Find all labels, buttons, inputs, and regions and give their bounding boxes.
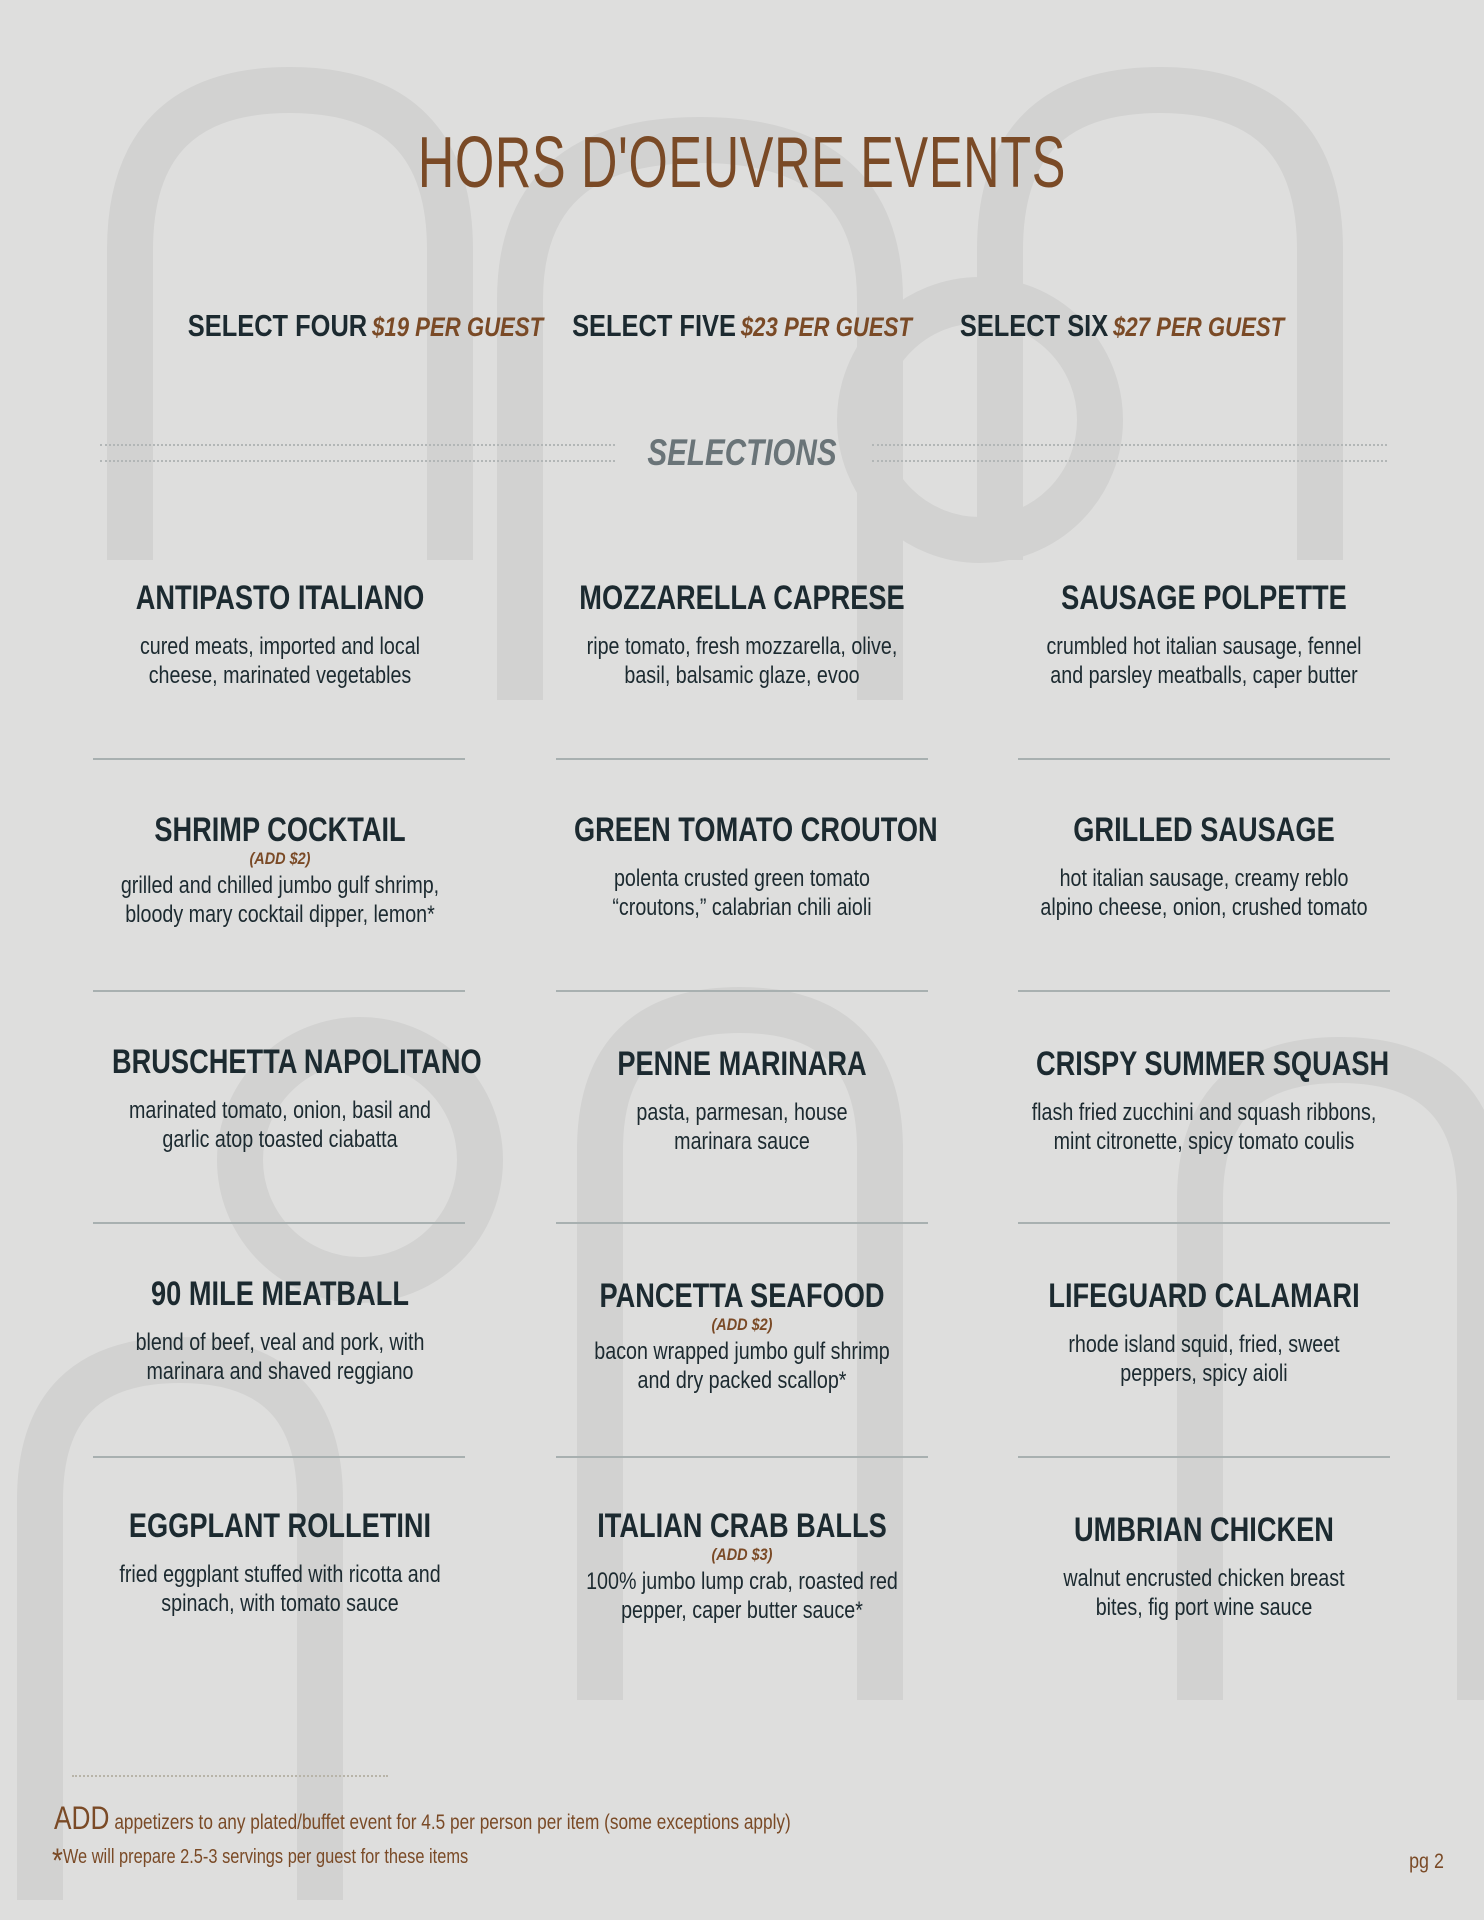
- menu-item: [70, 1274, 490, 1386]
- page-number: pg 2: [1409, 1850, 1444, 1873]
- item-description: [1015, 864, 1392, 922]
- tier-label: SELECT SIX: [959, 308, 1109, 343]
- tier-label: SELECT FIVE: [572, 308, 736, 343]
- row-divider: [1018, 990, 1390, 992]
- menu-item: [532, 1506, 952, 1625]
- item-description-line: walnut encrusted chicken breast: [1063, 1565, 1345, 1592]
- item-description: [1015, 1330, 1392, 1388]
- footer-add-note: [54, 1800, 791, 1837]
- item-description-line: cured meats, imported and local: [139, 633, 421, 660]
- item-surcharge: (ADD $2): [711, 1315, 773, 1334]
- item-description-line: marinara sauce: [674, 1128, 810, 1155]
- menu-item: [532, 1276, 952, 1395]
- item-name: PENNE MARINARA: [617, 1045, 867, 1083]
- selections-header: [0, 430, 1484, 480]
- tier-price: $23 PER GUEST: [740, 312, 912, 342]
- item-description: [1015, 1098, 1392, 1156]
- footer-servings-note: [52, 1842, 469, 1880]
- menu-item: [994, 1276, 1414, 1388]
- item-description-line: alpino cheese, onion, crushed tomato: [1040, 894, 1368, 921]
- menu-item: [70, 1506, 490, 1618]
- row-divider: [556, 758, 928, 760]
- item-description: [91, 1560, 468, 1618]
- menu-item: [994, 1510, 1414, 1622]
- item-description: [1015, 1564, 1392, 1622]
- item-description: [553, 632, 930, 690]
- footer-note-text: We will prepare 2.5-3 servings per guest for these items: [62, 1846, 469, 1868]
- item-description-line: hot italian sausage, creamy reblo: [1059, 865, 1349, 892]
- item-description-line: and parsley meatballs, caper butter: [1050, 662, 1358, 689]
- item-description: [553, 1337, 930, 1395]
- tier-price: $27 PER GUEST: [1113, 312, 1285, 342]
- row-divider: [556, 1222, 928, 1224]
- footer-asterisk: *: [52, 1842, 63, 1880]
- menu-item: [994, 810, 1414, 922]
- item-name: CRISPY SUMMER SQUASH: [1036, 1045, 1390, 1083]
- item-name: MOZZARELLA CAPRESE: [579, 579, 905, 617]
- divider-dots-right: [872, 444, 1387, 462]
- menu-item: [532, 810, 952, 922]
- item-description: [553, 1567, 930, 1625]
- item-description: [91, 1096, 468, 1154]
- item-name: GRILLED SAUSAGE: [1073, 811, 1335, 849]
- item-name: SAUSAGE POLPETTE: [1061, 579, 1347, 617]
- section-label: SELECTIONS: [647, 432, 837, 473]
- row-divider: [93, 990, 465, 992]
- pricing-tier-four: [187, 308, 544, 344]
- menu-item: [532, 578, 952, 690]
- item-description: [91, 1328, 468, 1386]
- item-description-line: bacon wrapped jumbo gulf shrimp: [594, 1338, 890, 1365]
- row-divider: [556, 990, 928, 992]
- item-description-line: blend of beef, veal and pork, with: [135, 1329, 425, 1356]
- item-name: PANCETTA SEAFOOD: [599, 1277, 885, 1315]
- footer-add-text: appetizers to any plated/buffet event for 4.5 per person per item (some exceptions apply): [114, 1811, 791, 1834]
- item-description-line: 100% jumbo lump crab, roasted red: [586, 1568, 898, 1595]
- item-name: 90 MILE MEATBALL: [151, 1275, 409, 1313]
- item-name: LIFEGUARD CALAMARI: [1048, 1277, 1360, 1315]
- row-divider: [556, 1456, 928, 1458]
- menu-item: [532, 1044, 952, 1156]
- item-description-line: fried eggplant stuffed with ricotta and: [119, 1561, 441, 1588]
- row-divider: [1018, 758, 1390, 760]
- row-divider: [1018, 1456, 1390, 1458]
- item-description-line: mint citronette, spicy tomato coulis: [1053, 1128, 1355, 1155]
- item-name: EGGPLANT ROLLETINI: [128, 1507, 432, 1545]
- tier-label: SELECT FOUR: [187, 308, 368, 343]
- item-name: UMBRIAN CHICKEN: [1074, 1511, 1334, 1549]
- menu-item: [70, 578, 490, 690]
- item-surcharge: (ADD $2): [249, 849, 311, 868]
- row-divider: [93, 1222, 465, 1224]
- footer-divider: [72, 1775, 388, 1777]
- row-divider: [93, 1456, 465, 1458]
- footer-add-word: ADD: [54, 1800, 110, 1836]
- menu-item: [70, 810, 490, 929]
- item-description-line: marinated tomato, onion, basil and: [129, 1097, 431, 1124]
- row-divider: [93, 758, 465, 760]
- item-name: SHRIMP COCKTAIL: [154, 811, 406, 849]
- page-title: HORS D'OEUVRE EVENTS: [417, 123, 1067, 203]
- item-description-line: spinach, with tomato sauce: [161, 1590, 399, 1617]
- item-description-line: flash fried zucchini and squash ribbons,: [1031, 1099, 1377, 1126]
- item-name: GREEN TOMATO CROUTON: [574, 811, 938, 849]
- item-description-line: peppers, spicy aioli: [1120, 1360, 1288, 1387]
- item-description-line: polenta crusted green tomato: [613, 865, 870, 892]
- menu-item: [994, 1044, 1414, 1156]
- item-description-line: basil, balsamic glaze, evoo: [624, 662, 860, 689]
- item-description: [91, 871, 468, 929]
- item-description-line: bites, fig port wine sauce: [1095, 1594, 1313, 1621]
- item-name: ANTIPASTO ITALIANO: [135, 579, 425, 617]
- item-description-line: and dry packed scallop*: [637, 1367, 847, 1394]
- pricing-tiers: [0, 308, 1484, 354]
- item-description: [1015, 632, 1392, 690]
- item-description: [91, 632, 468, 690]
- item-description: [553, 1098, 930, 1156]
- item-name: ITALIAN CRAB BALLS: [597, 1507, 887, 1545]
- item-description-line: ripe tomato, fresh mozzarella, olive,: [586, 633, 898, 660]
- item-description-line: pepper, caper butter sauce*: [621, 1597, 863, 1624]
- item-description-line: bloody mary cocktail dipper, lemon*: [125, 901, 435, 928]
- pricing-tier-five: [570, 308, 914, 344]
- item-description-line: pasta, parmesan, house: [636, 1099, 848, 1126]
- item-description-line: rhode island squid, fried, sweet: [1068, 1331, 1340, 1358]
- item-description-line: “croutons,” calabrian chili aioli: [612, 894, 872, 921]
- item-description: [553, 864, 930, 922]
- item-description-line: crumbled hot italian sausage, fennel: [1046, 633, 1362, 660]
- item-surcharge: (ADD $3): [711, 1545, 773, 1564]
- item-description-line: cheese, marinated vegetables: [148, 662, 412, 689]
- item-name: BRUSCHETTA NAPOLITANO: [112, 1043, 482, 1081]
- menu-item: [994, 578, 1414, 690]
- item-description-line: marinara and shaved reggiano: [146, 1358, 414, 1385]
- tier-price: $19 PER GUEST: [372, 312, 544, 342]
- item-description-line: grilled and chilled jumbo gulf shrimp,: [120, 872, 440, 899]
- item-description-line: garlic atop toasted ciabatta: [162, 1126, 398, 1153]
- pricing-tier-six: [950, 308, 1294, 344]
- row-divider: [1018, 1222, 1390, 1224]
- menu-item: [70, 1042, 490, 1154]
